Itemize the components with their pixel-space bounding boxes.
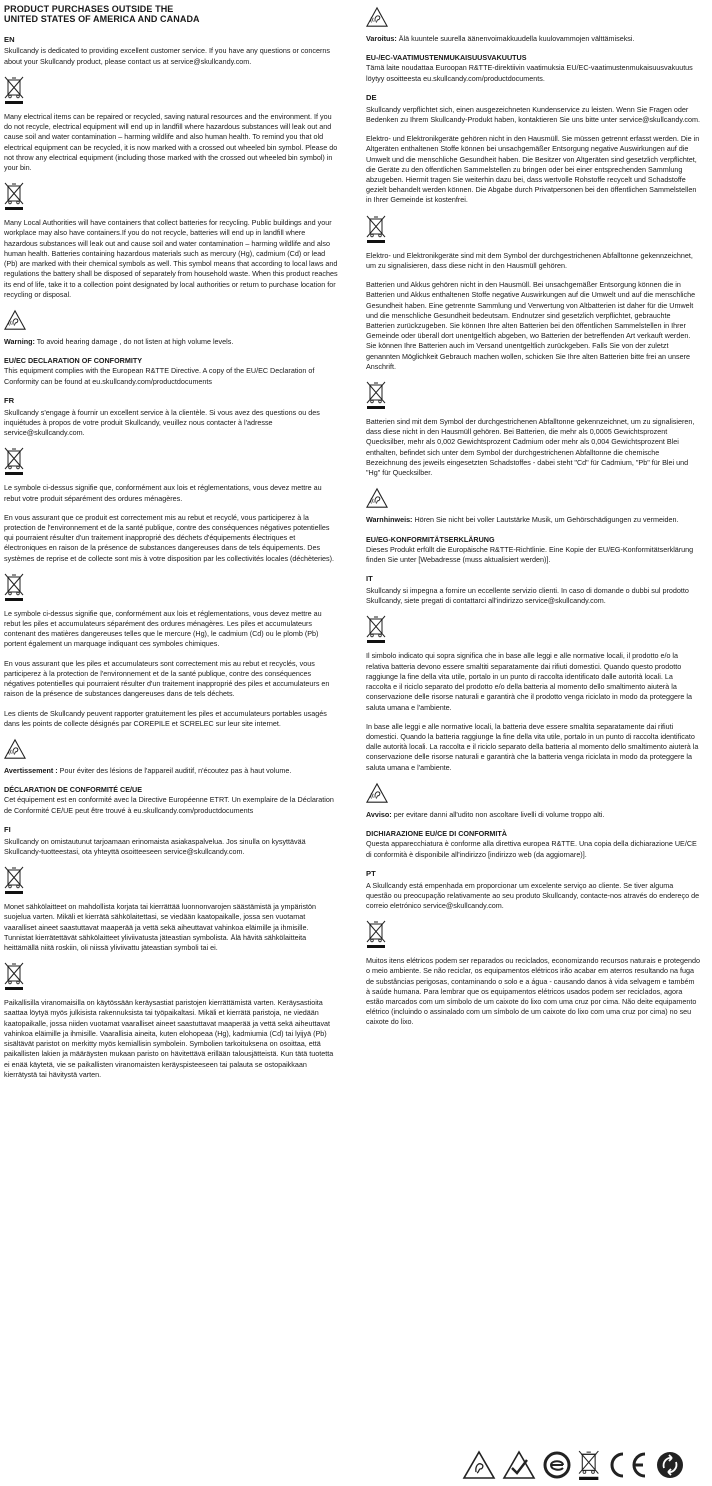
de-weee-text-2: Elektro- und Elektronikgeräte sind mit dem Symbol der durchgestrichenen Abfalltonne gekennzeichnet, um zu signalisieren, dass diese nicht in den Hausmüll gehören. bbox=[366, 250, 693, 270]
de-battery-text-1: Batterien und Akkus gehören nicht in den Hausmüll. Bei unsachgemäßer Entsorgung können die in Batterien und Akkus enthaltenen Stoffe negative Auswirkungen auf die Umwelt und auf die menschliche Gesundheit haben. Eine getrennte Sammlung und Verwertung von Altbatterien ist daher für die Umwelt und die menschliche Gesundheit bedeutsam. Endnutzer sind gesetzlich verpflichtet, gebrauchte Batterien zurückzugeben. Sie können Ihre alten Batterien bei den öffentlichen Sammelstellen in Ihrer Gemeinde oder überall dort unentgeltlich abgeben, wo Batterien der betreffenden Art verkauft werden. Sie können Ihre Batterien auch im Versand unentgeltlich zurückgeben. Falls Sie von der zuletzt genannten Möglichkeit Gebrauch machen wollen, schicken Sie Ihre alten Batterien bitte frei an unsere Anschrift. bbox=[366, 280, 696, 371]
crossed-bin-icon bbox=[4, 573, 24, 601]
hearing-warning-icon bbox=[366, 487, 388, 509]
ce-mark-icon bbox=[605, 1450, 649, 1480]
fi-doc-heading: EU-/EC-VAATIMUSTENMUKAISUUSVAKUUTUS bbox=[366, 53, 527, 63]
fr-doc-text: Cet équipement est en conformité avec la Directive Européenne ETRT. Un exemplaire de la Déclaration de Conformité CE/UE peut être trouvé à eu.skullcandy.com/productdocuments bbox=[4, 795, 334, 815]
it-doc-text: Questa apparecchiatura è conforme alla direttiva europea R&TTE. Una copia della dichiarazione UE/CE di conformità è disponibile all'indirizzo [indirizzo web (da aggiornare)]. bbox=[366, 839, 697, 859]
section-code-en: EN bbox=[4, 34, 15, 44]
crossed-bin-icon bbox=[4, 182, 24, 210]
fr-weee-text-2: En vous assurant que ce produit est correctement mis au rebut et recyclé, vous participerez à la protection de l'environnement et de la santé publique, contre des conséquences négatives potentielles qui pourraient résulter d'un traitement inapproprié des déchets d'équipements électriques et électroniques en raison de la présence de substances dangereuses dans de tels équipements. Des systèmes de reprise et de collecte sont mis à votre disposition par les collectivités locales (déchèteries). bbox=[4, 512, 334, 563]
section-code-fi: FI bbox=[4, 824, 11, 834]
section-code-fr: FR bbox=[4, 395, 15, 405]
fi-intro: Skullcandy on omistautunut tarjoamaan erinomaista asiakaspalvelua. Jos sinulla on kysyttävää Skullcandy-tuotteestasi, ota yhteyttä osoitteeseen service@skullcandy.com. bbox=[4, 836, 306, 856]
de-warning: Warnhinweis: Hören Sie nicht bei voller Lautstärke Musik, um Gehörschädigungen zu vermeiden. bbox=[366, 515, 679, 525]
pt-intro: A Skullcandy está empenhada em proporcionar um excelente serviço ao cliente. Se tiver alguma questão ou preocupação relativamente ao seu produto Skullcandy, contacte-nos através do endereço de correio eletrónico service@skullcandy.com. bbox=[366, 880, 700, 910]
en-doc-text: This equipment complies with the European R&TTE Directive. A copy of the EU/EC Declaration of Conformity can be found at eu.skullcandy.com/productdocuments bbox=[4, 366, 315, 386]
en-doc-heading: EU/EC DECLARATION OF CONFORMITY bbox=[4, 356, 143, 366]
fr-doc-heading: DÉCLARATION DE CONFORMITÉ CE/UE bbox=[4, 785, 143, 795]
fr-battery-text-1: Le symbole ci-dessus signifie que, conformément aux lois et réglementations, vous devez mettre au rebut les piles et accumulateurs séparément des ordures ménagères. Les piles et accumulateurs contenant des matières dangereuses telles que le mercure (Hg), le cadmium (Cd) ou le plomb (Pb) portent également un marquage indiquant ces symboles chimiques. bbox=[4, 608, 322, 649]
crossed-bin-icon bbox=[366, 381, 386, 409]
crossed-bin-icon bbox=[366, 920, 386, 948]
en-battery-text: Many Local Authorities will have containers that collect batteries for recycling. Public buildings and your workplace may also have containers.If you do not recycle, batteries will end up in landfill where hazardous substances will leak out and cause soil and water contamination – harming wildlife and also human health. Batteries containing hazardous materials such as mercury (Hg), cadmium (Cd) or lead (Pb) are marked with their chemical symbols as well. This symbol means that according to local laws and regulations the battery shall be disposed of separately from household waste. When this product reaches its end of life, take it to a collection point designated by local authorities or return to purchase location for recycling or disposal. bbox=[4, 218, 338, 299]
section-code-de: DE bbox=[366, 92, 377, 102]
pt-weee-text: Muitos itens elétricos podem ser reparados ou reciclados, economizando recursos naturais e protegendo o meio ambiente. Se não reciclar, os equipamentos elétricos irão acabar em aterros resultando na fuga de substâncias perigosas, contaminando o solo e a água - causando danos à vida selvagem e também à saúde humana. Para lembrar que os equipamentos elétricos usados podem ser reciclados, agora estão marcados com um símbolo de um caixote do lixo com uma cruz por cima. Não deite equipamento elétrico (incluindo o assinalado com um símbolo de um caixote do lixo com uma cruz por cima) no seu caixote do lixo. bbox=[366, 956, 701, 1027]
crossed-bin-mark-icon bbox=[578, 1450, 599, 1480]
fr-warning: Avertissement : Pour éviter des lésions de l'appareil auditif, n'écoutez pas à haut volume. bbox=[4, 766, 292, 775]
fi-warning: Varoitus: Älä kuuntele suurella äänenvoimakkuudella kuulovammojen välttämiseksi. bbox=[366, 34, 635, 43]
crossed-bin-icon bbox=[4, 447, 24, 475]
fr-intro: Skullcandy s'engage à fournir un excellent service à la clientèle. Si vous avez des questions ou des inquiétudes à propos de votre produit Skullcandy, veuillez nous contacter à l'adresse service@skullcandy.com. bbox=[4, 407, 320, 438]
it-weee-text: Il simbolo indicato qui sopra significa che in base alle leggi e alle normative locali, il prodotto e/o la relativa batteria devono essere smaltiti separatamente dai rifiuti domestici. Quando questo prodotto raggiunge la fine della vita utile, portalo in un punto di raccolta identificato dalle autorità locali. La raccolta e il riciclo separato del prodotto e/o della batteria al momento dello smaltimento aiuterà la conservazione delle risorse naturali e garantirà che il prodotto venga riciclato in modo da proteggere la saluta umana e l'ambiente. bbox=[366, 651, 693, 712]
de-weee-text-1: Elektro- und Elektronikgeräte gehören nicht in den Hausmüll. Sie müssen getrennt erfasst werden. Die in Altgeräten enthaltenen Stoffe können bei unsachgemäßer Entsorgung negative Auswirkungen auf die Umwelt und die menschliche Gesundheit haben. Die Besitzer von Altgeräten sind gesetzlich verpflichtet, die Geräte zu den öffentlichen Sammelstellen zu bringen oder bei einer entsprechenden Sammlung abzugeben. Hiermit tragen Sie weiterhin dazu bei, dass wertvolle Rohstoffe recycelt und Schadstoffe gezielt behandelt werden können. Die Abgabe durch Privatpersonen bei den öffentlichen Sammelstellen in Ihrer Gemeinde ist kostenfrei. bbox=[366, 134, 700, 205]
hearing-warning-icon bbox=[366, 782, 388, 804]
fr-battery-text-2: En vous assurant que les piles et accumulateurs sont correctement mis au rebut et recyclés, vous participerez à la protection de l'environnement et de la santé publique, contre des conséquences négatives potentielles qui pourraient résulter d'un traitement inapproprié des piles et accumulateurs en raison de la présence de substances dangereuses dans de tels déchets. bbox=[4, 658, 330, 699]
en-warning: Warning: To avoid hearing damage , do not listen at high volume levels. bbox=[4, 336, 234, 346]
certification-marks bbox=[462, 1448, 708, 1482]
de-doc-heading: EU/EG-KONFORMITÄTSERKLÄRUNG bbox=[366, 534, 495, 544]
section-code-pt: PT bbox=[366, 868, 376, 878]
it-doc-heading: DICHIARAZIONE EU/CE DI CONFORMITÀ bbox=[366, 829, 507, 839]
section-code-it: IT bbox=[366, 574, 373, 584]
recycle-arrows-mark-icon bbox=[655, 1450, 685, 1480]
fi-doc-text: Tämä laite noudattaa Euroopan R&TTE-direktiivin vaatimuksia EU/EC-vaatimustenmukaisuusvakuutus löytyy osoitteesta eu.skullcandy.com/productdocuments. bbox=[366, 63, 693, 83]
page-title: PRODUCT PURCHASES OUTSIDE THE UNITED STATES OF AMERICA AND CANADA bbox=[4, 4, 200, 25]
crossed-bin-icon bbox=[4, 962, 24, 990]
recycle-e-mark-icon bbox=[542, 1450, 572, 1480]
crossed-bin-icon bbox=[366, 615, 386, 643]
it-battery-text: In base alle leggi e alle normative locali, la batteria deve essere smaltita separatamente dai rifiuti domestici. Quando la batteria raggiunge la fine della vita utile, portalo in un punto di raccolta identificato dalle autorità locali. La raccolta e il riciclo separato della batteria al momento dello smaltimento aiuterà la conservazione delle risorse naturali e garantirà che la batteria venga riciclata in modo da proteggere la saluta umana e l'ambiente. bbox=[366, 721, 699, 772]
en-weee-text: Many electrical items can be repaired or recycled, saving natural resources and the environment. If you do not recycle, electrical equipment will end up in landfill where hazardous substances will leak out and cause soil and water contamination – harming wildlife and also human health. To remind you that old electrical equipment can be recycled, it is now marked with a crossed out wheeled bin symbol. Please do not throw any electrical equipment (including those marked with the crossed out wheeled bin symbol) in your bin. bbox=[4, 111, 338, 172]
hearing-warning-icon bbox=[4, 738, 26, 760]
fr-battery-text-3: Les clients de Skullcandy peuvent rapporter gratuitement les piles et accumulateurs portables usagés dans les points de collecte désignés par COREPILE et SCRELEC sur leur site internet. bbox=[4, 708, 327, 728]
it-intro: Skullcandy si impegna a fornire un eccellente servizio clienti. In caso di domande o dubbi sul prodotto Skullcandy, siete pregati di contattarci all'indirizzo service@skullcandy.com. bbox=[366, 586, 689, 606]
it-warning: Avviso: per evitare danni all'udito non ascoltare livelli di volume troppo alti. bbox=[366, 809, 605, 819]
de-intro: Skullcandy verpflichtet sich, einen ausgezeichneten Kundenservice zu leisten. Wenn Sie Fragen oder Bedenken zu Ihrem Skullcandy-Produkt haben, kontaktieren Sie uns bitte unter service@skullcandy.com. bbox=[366, 104, 700, 124]
hearing-warning-icon bbox=[4, 309, 26, 331]
hearing-warning-icon bbox=[366, 6, 388, 28]
hearing-warning-mark-icon bbox=[462, 1450, 496, 1480]
rcm-mark-icon bbox=[502, 1450, 536, 1480]
right-column bbox=[366, 0, 700, 1037]
fr-weee-text-1: Le symbole ci-dessus signifie que, conformément aux lois et réglementations, vous devez mettre au rebut votre produit séparément des ordures ménagères. bbox=[4, 483, 322, 503]
crossed-bin-icon bbox=[4, 76, 24, 104]
de-battery-text-2: Batterien sind mit dem Symbol der durchgestrichenen Abfalltonne gekennzeichnet, um zu signalisieren, dass diese nicht in den Hausmüll gehören. Bei Batterien, die mehr als 0,0005 Gewichtsprozent Quecksilber, mehr als 0,002 Gewichtsprozent Cadmium oder mehr als 0,004 Gewichtsprozent Blei enthalten, befindet sich unter dem Symbol der durchgestrichenen Abfalltonne die chemische Bezeichnung des jeweils eingesetzten Schadstoffes - dabei steht "Cd" für Cadmium, "Pb" für Blei und "Hg" für Quecksilber. bbox=[366, 417, 695, 478]
fi-weee-text: Monet sähkölaitteet on mahdollista korjata tai kierrättää luonnonvarojen säästämistä ja ympäristön suojelua varten. Mikäli et kierrätä sähkölaitettasi, se viedään kaatopaikalle, jossa sen vuotamat vaaralliset aineet saastuttavat maaperää ja vettä sekä aiheuttavat vahinkoa eläimille ja ihmisille. Tunnistat kierrätettävät sähkölaitteet yliviivatusta jäteastian symbolista. Älä hävitä sähkölaitteita heittämällä niitä roskiin, oli niissä yliviivattu jäteastian symboli tai ei. bbox=[4, 902, 317, 952]
crossed-bin-icon bbox=[366, 215, 386, 243]
fi-battery-text: Paikallisilla viranomaisilla on käytössään keräysastiat paristojen kierrättämistä varten. Keräysastioita saattaa löytyä myös julkisista rakennuksista tai työpaikaltasi. Mikäli et kierrätä paristoja, ne viedään kaatopaikalle, jossa niiden vuotamat vaaralliset aineet saastuttavat maaperää ja vettä sekä aiheuttavat vahinkoa eläimille ja ihmisille. Vaarallisia aineita, kuten elohopeaa (Hg), kadmiumia (Cd) tai lyijyä (Pb) sisältävät paristot on merkitty myös kemiallisin symbolein. Symbolien tarkoituksena on osoittaa, että paikallisten lakien ja määräysten mukaan paristo on hävitettävä erillään talousjätteistä. Kun tätä tuotetta ei enää käytetä, vie se paikallisten viranomaisten keräyspisteeseen tai palauta se ostopaikkaan kierrätystä tai hävitystä varten. bbox=[4, 998, 334, 1079]
de-doc-text: Dieses Produkt erfüllt die Europäische R&TTE-Richtlinie. Eine Kopie der EU/EG-Konformitätserklärung finden Sie unter [Webadresse (muss aktualisiert werden)]. bbox=[366, 544, 694, 564]
en-intro: Skullcandy is dedicated to providing excellent customer service. If you have any questions or concerns about your Skullcandy product, please contact us at service@skullcandy.com. bbox=[4, 46, 331, 66]
crossed-bin-icon bbox=[4, 866, 24, 894]
left-column bbox=[4, 0, 338, 1089]
